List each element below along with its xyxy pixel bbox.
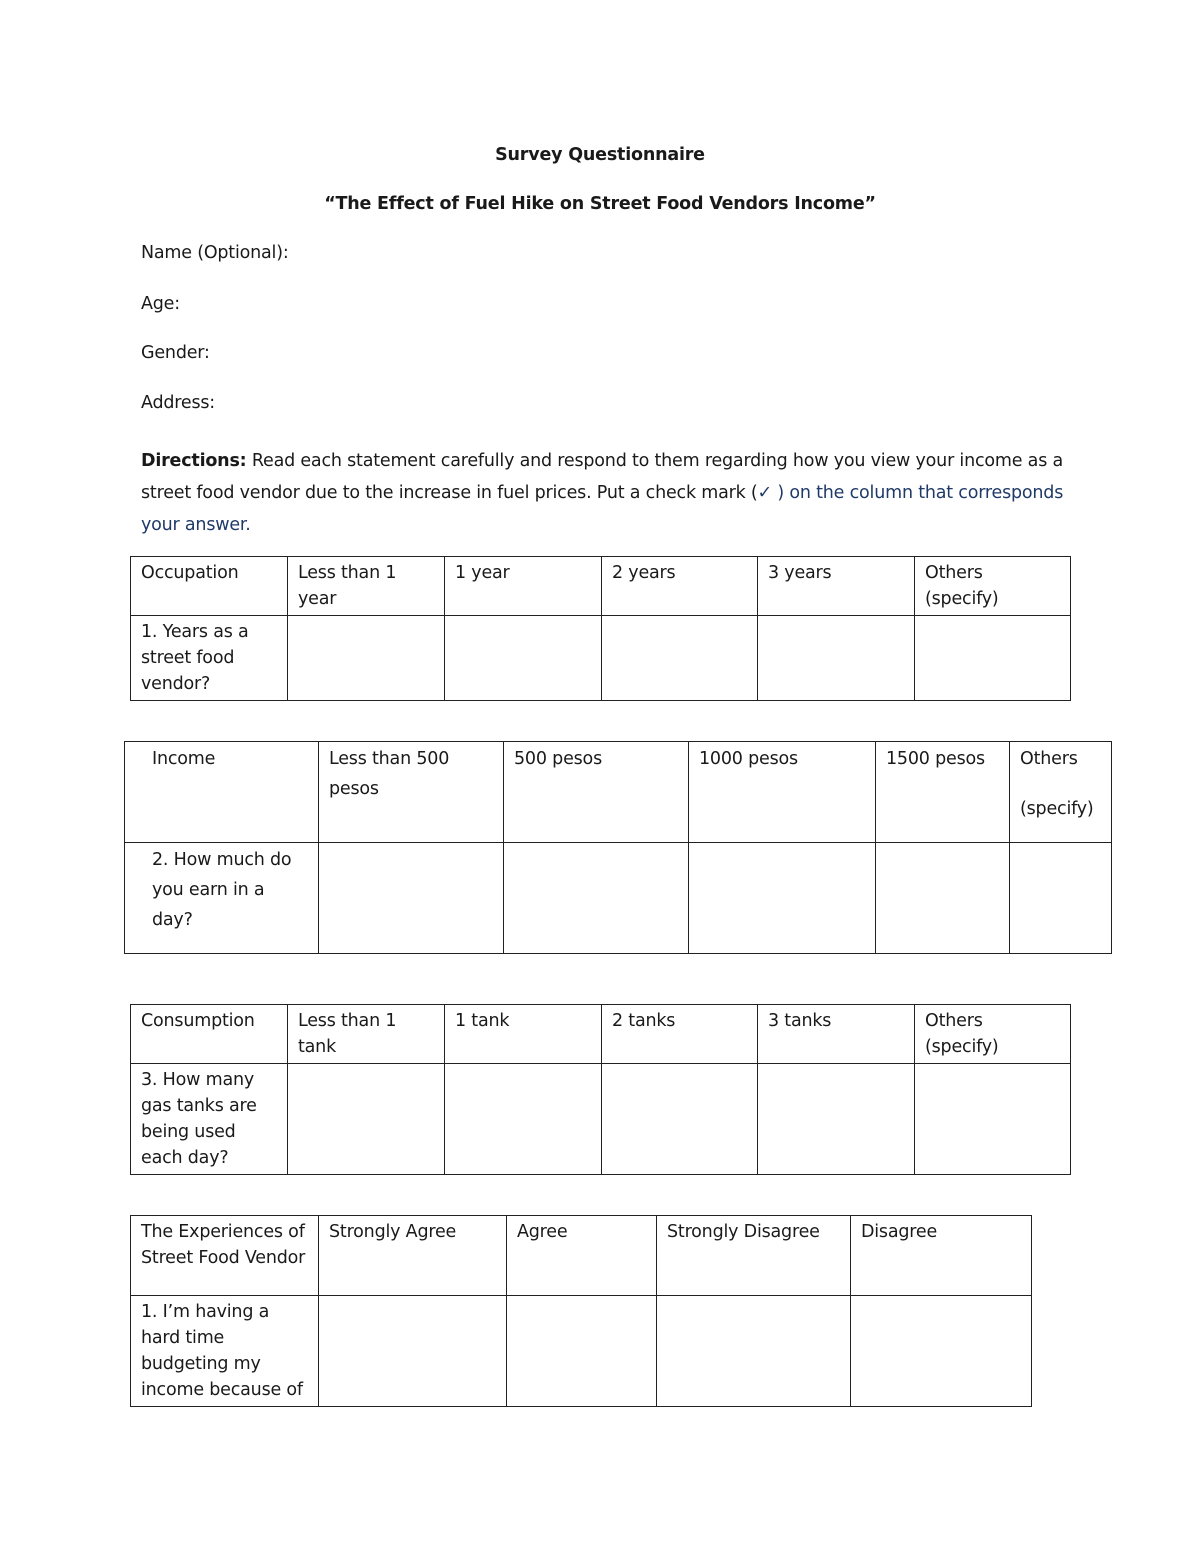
table-header-cell: Less than 500 pesos bbox=[319, 742, 504, 843]
table-row bbox=[131, 1064, 1071, 1175]
table-header-cell: Disagree bbox=[851, 1216, 1032, 1296]
answer-cell[interactable] bbox=[758, 1064, 915, 1175]
address-field-label: Address: bbox=[141, 393, 215, 413]
page-title: Survey Questionnaire bbox=[495, 145, 705, 165]
others-label: Others bbox=[1020, 749, 1078, 769]
table-header-cell: 1000 pesos bbox=[689, 742, 876, 843]
answer-cell[interactable] bbox=[1010, 843, 1112, 954]
gender-field-label: Gender: bbox=[141, 343, 210, 363]
question-cell: 1. Years as a street food vendor? bbox=[131, 616, 288, 701]
answer-cell[interactable] bbox=[602, 616, 758, 701]
answer-cell[interactable] bbox=[758, 616, 915, 701]
answer-cell[interactable] bbox=[851, 1296, 1032, 1407]
answer-cell[interactable] bbox=[319, 1296, 507, 1407]
table-header-cell: Strongly Agree bbox=[319, 1216, 507, 1296]
table-header-cell: Others (specify) bbox=[915, 1005, 1071, 1064]
table-header-cell: Consumption bbox=[131, 1005, 288, 1064]
directions-paragraph bbox=[141, 445, 1071, 541]
answer-cell[interactable] bbox=[876, 843, 1010, 954]
table-header-cell: Agree bbox=[507, 1216, 657, 1296]
answer-cell[interactable] bbox=[507, 1296, 657, 1407]
table-header-cell: 1500 pesos bbox=[876, 742, 1010, 843]
name-field-label: Name (Optional): bbox=[141, 243, 289, 263]
table-header-row bbox=[131, 557, 1071, 616]
table-header-cell: Less than 1 year bbox=[288, 557, 445, 616]
table-header-cell: 2 tanks bbox=[602, 1005, 758, 1064]
answer-cell[interactable] bbox=[915, 1064, 1071, 1175]
table-row bbox=[125, 843, 1112, 954]
question-cell: 2. How much do you earn in a day? bbox=[125, 843, 319, 954]
answer-cell[interactable] bbox=[689, 843, 876, 954]
experiences-table bbox=[130, 1215, 1032, 1407]
consumption-table bbox=[130, 1004, 1071, 1175]
table-header-cell: 1 tank bbox=[445, 1005, 602, 1064]
specify-label: (specify) bbox=[1020, 799, 1094, 819]
table-header-row bbox=[131, 1005, 1071, 1064]
table-header-cell: The Experiences of Street Food Vendor bbox=[131, 1216, 319, 1296]
answer-cell[interactable] bbox=[288, 1064, 445, 1175]
table-header-cell: Occupation bbox=[131, 557, 288, 616]
table-header-cell: Others (specify) bbox=[915, 557, 1071, 616]
question-cell: 1. I’m having a hard time budgeting my income because of bbox=[131, 1296, 319, 1407]
check-mark-icon: ✓ bbox=[757, 483, 773, 503]
directions-text-2: ) on the column that corresponds your answer. bbox=[141, 483, 1064, 535]
table-header-row bbox=[125, 742, 1112, 843]
answer-cell[interactable] bbox=[319, 843, 504, 954]
table-header-cell bbox=[1010, 742, 1112, 843]
table-header-cell: 3 tanks bbox=[758, 1005, 915, 1064]
table-header-cell: 2 years bbox=[602, 557, 758, 616]
table-row bbox=[131, 1296, 1032, 1407]
table-header-cell: 500 pesos bbox=[504, 742, 689, 843]
directions-label: Directions: bbox=[141, 451, 247, 471]
table-header-cell: 1 year bbox=[445, 557, 602, 616]
answer-cell[interactable] bbox=[445, 1064, 602, 1175]
directions-text-1: Read each statement carefully and respond to them regarding how you view your income as a street food vendor due to the increase in fuel prices. Put a check mark ( bbox=[141, 451, 1064, 503]
table-header-cell: Less than 1 tank bbox=[288, 1005, 445, 1064]
table-header-cell: Strongly Disagree bbox=[657, 1216, 851, 1296]
answer-cell[interactable] bbox=[504, 843, 689, 954]
answer-cell[interactable] bbox=[915, 616, 1071, 701]
occupation-table bbox=[130, 556, 1071, 701]
income-table bbox=[124, 741, 1112, 954]
age-field-label: Age: bbox=[141, 294, 180, 314]
table-header-row bbox=[131, 1216, 1032, 1296]
table-header-cell: Income bbox=[125, 742, 319, 843]
answer-cell[interactable] bbox=[288, 616, 445, 701]
table-row bbox=[131, 616, 1071, 701]
answer-cell[interactable] bbox=[602, 1064, 758, 1175]
answer-cell[interactable] bbox=[445, 616, 602, 701]
table-header-cell: 3 years bbox=[758, 557, 915, 616]
answer-cell[interactable] bbox=[657, 1296, 851, 1407]
survey-subtitle: “The Effect of Fuel Hike on Street Food Vendors Income” bbox=[324, 194, 876, 214]
question-cell: 3. How many gas tanks are being used each day? bbox=[131, 1064, 288, 1175]
